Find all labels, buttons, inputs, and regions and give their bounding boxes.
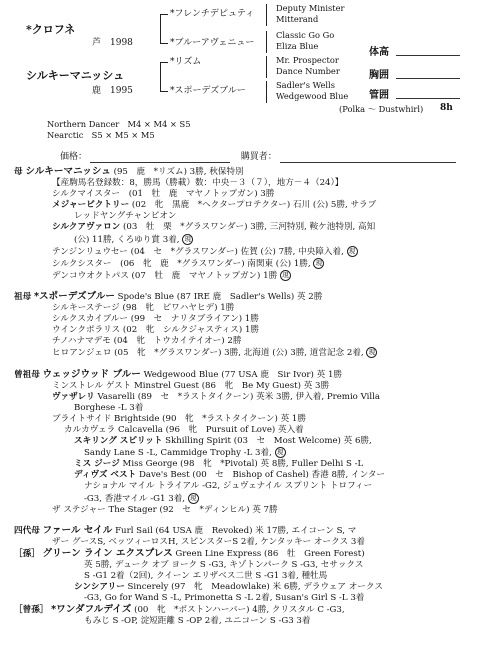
record-text: ヒロアンジェロ (05 牝 *グラスワンダー) 3勝, 北海道 (公) 3勝, 道営記念 2着, bbox=[52, 348, 364, 359]
inbreeding-cross-1: Northern Dancer M4 × M4 × S5 bbox=[47, 119, 191, 129]
record-text: S -G1 2着（2回), クイーン エリザベス二世 S -G1 3着, 種牡馬 bbox=[84, 571, 328, 582]
record-text: テンジンリュウセー (04 セ *グラスワンダー) 佐賀 (公) 7勝, 中央障入着, bbox=[52, 246, 344, 257]
family-line bbox=[40, 392, 495, 403]
family-line bbox=[40, 246, 495, 258]
family-line bbox=[40, 303, 495, 314]
generation-label: 母 bbox=[14, 167, 23, 177]
record-text: ザ ステジャー The Stager (92 セ *ディンヒル) 英 7勝 bbox=[52, 504, 278, 515]
granddam-paternal: *ブルーアヴェニュー bbox=[170, 38, 255, 48]
sire-name: *クロフネ bbox=[26, 23, 76, 36]
horse-name: シンシアリー bbox=[74, 582, 125, 593]
bracket-line bbox=[160, 14, 161, 44]
family-section bbox=[14, 524, 495, 628]
record-text: Sandy Lane S -L, Cammidge Trophy -L 3着, bbox=[84, 448, 272, 459]
bracket-line bbox=[160, 43, 168, 44]
record-text: Sincerely (97 牝 Meadowlake) 米 6勝, デラウェア オークス bbox=[127, 582, 383, 593]
family-line bbox=[40, 593, 495, 604]
family-line bbox=[40, 314, 495, 325]
ancestor: Dance Number bbox=[276, 66, 340, 76]
family-note: (Polka ～ Dustwhirl) bbox=[339, 104, 424, 114]
record-text: チノハナマデモ (04 牝 トウカイテイオー) 2勝 bbox=[52, 336, 242, 347]
record-text: (03 牡 栗 *グラスワンダー) 3勝, 三河特別, 鞍ケ池特別, 高知 bbox=[123, 222, 376, 233]
girth-field[interactable] bbox=[396, 78, 460, 79]
record-text: もみじ S -OP, 淀短距離 S -OP 2着, ユニコーン S -G3 3着 bbox=[84, 616, 311, 627]
grandsire-maternal: *リズム bbox=[170, 57, 202, 67]
family-line bbox=[40, 347, 495, 359]
record-text: Skhilling Spirit (03 セ Most Welcome) 英 6勝, bbox=[165, 436, 372, 447]
bracket-line bbox=[266, 81, 267, 103]
family-line bbox=[14, 290, 495, 303]
generation-label: 祖母 bbox=[14, 291, 32, 302]
family-line bbox=[40, 403, 495, 414]
horse-name: ウェッジウッド ブルー bbox=[42, 368, 141, 380]
family-line bbox=[40, 481, 495, 492]
generation-label: 曾祖母 bbox=[14, 369, 40, 380]
family-line bbox=[40, 211, 495, 222]
bracket-line bbox=[266, 31, 267, 53]
bracket-line bbox=[160, 62, 168, 63]
family-line bbox=[40, 336, 495, 347]
record-text: ブライトサイド Brightside (90 牝 *ラストタイクーン) 英 1勝 bbox=[52, 413, 306, 424]
family-section bbox=[14, 368, 495, 516]
family-line bbox=[40, 178, 495, 189]
active-mark: 現 bbox=[182, 234, 193, 245]
family-section bbox=[14, 166, 495, 282]
ancestor: Deputy Minister bbox=[276, 3, 345, 13]
active-mark: 現 bbox=[188, 493, 199, 504]
family-line bbox=[40, 493, 495, 505]
record-text: Borghese -L 3着 bbox=[74, 402, 144, 413]
family-line bbox=[40, 447, 495, 459]
family-line bbox=[40, 270, 495, 282]
ancestor: Wedgewood Blue bbox=[276, 91, 349, 101]
family-line bbox=[40, 616, 495, 627]
active-mark: 現 bbox=[275, 447, 286, 458]
record-text: Furl Sail (64 USA 鹿 Revoked) 米 17勝, エイコーン S, マ bbox=[115, 525, 357, 536]
family-line bbox=[40, 436, 495, 447]
ancestor: Mr. Prospector bbox=[276, 55, 339, 65]
buyer-label: 購買者： bbox=[240, 152, 277, 162]
record-text: カルカヴェラ Calcavella (96 牝 Pursuit of Love) 英入着 bbox=[64, 424, 304, 435]
record-text: (公) 11勝, くろゆり賞 3着, bbox=[74, 234, 180, 245]
ancestor: Classic Go Go bbox=[276, 30, 335, 40]
family-line bbox=[14, 604, 495, 616]
record-text: シルクシスター (06 牝 鹿 *グラスワンダー) 南関東 (公) 1勝, bbox=[52, 258, 311, 269]
active-mark: 現 bbox=[280, 270, 291, 281]
ancestor: Eliza Blue bbox=[276, 41, 319, 51]
bracket-line bbox=[266, 4, 267, 26]
family-line bbox=[40, 234, 495, 246]
family-line bbox=[40, 459, 495, 470]
cannon-field[interactable] bbox=[396, 98, 460, 99]
buyer-field[interactable] bbox=[280, 152, 456, 163]
family-line bbox=[14, 547, 495, 560]
generation-label: ［孫］ bbox=[14, 548, 40, 559]
horse-name: *スポーデズブルー bbox=[33, 290, 115, 302]
record-text: 【産駒馬名登録数：8，勝馬（勝載）数：中央－３（７），地方－４（24）】 bbox=[52, 178, 344, 189]
family-line bbox=[40, 537, 495, 548]
horse-name: ミス ジージ bbox=[74, 459, 120, 470]
family-number: 8h bbox=[440, 103, 453, 113]
family-line bbox=[40, 381, 495, 392]
sire-info: 芦 1998 bbox=[92, 38, 133, 48]
record-text: 英 5勝, デューク オブ ヨーク S -G3, キゾトンパーク S -G3, セサックス bbox=[84, 560, 364, 570]
price-label: 価格： bbox=[60, 152, 88, 162]
family-line bbox=[40, 470, 495, 481]
dam-name: シルキーマニッシュ bbox=[26, 69, 125, 82]
ancestor: Mitterand bbox=[276, 14, 319, 24]
family-line bbox=[40, 325, 495, 336]
record-text: -G3, 香港マイル -G1 3着, bbox=[84, 493, 185, 504]
generation-label: 四代母 bbox=[14, 525, 40, 536]
horse-name: ディヴズ ベスト bbox=[74, 470, 137, 481]
active-mark: 現 bbox=[313, 258, 324, 269]
record-text: Dave's Best (00 セ Bishop of Cashel) 香港 8勝, インター bbox=[138, 470, 386, 481]
active-mark: 現 bbox=[366, 347, 377, 358]
horse-name: *ワンダフルデイズ bbox=[51, 604, 132, 616]
horse-name: シルクアヴァロン bbox=[52, 222, 121, 233]
record-text: Green Line Express (86 牡 Green Forest) bbox=[175, 548, 365, 559]
pedigree-block bbox=[0, 0, 500, 112]
inbreeding-cross-2: Nearctic S5 × M5 × M5 bbox=[47, 130, 155, 140]
ancestor: Sadler's Wells bbox=[276, 80, 335, 90]
family-line bbox=[40, 258, 495, 270]
family-line bbox=[14, 166, 495, 178]
record-text: シルクスカイブルー (99 セ ナリタブライアン) 1勝 bbox=[52, 314, 259, 325]
record-text: ミンストレル ゲスト Minstrel Guest (86 牝 Be My Guest) 英 3勝 bbox=[52, 380, 330, 391]
record-text: ザー グースS, ベッツィーロスH, スピンスターS 2着, ケンタッキー オークス 3着 bbox=[52, 536, 365, 547]
record-text: デンコウオクトパス (07 牡 鹿 マヤノトップガン) 1勝 bbox=[52, 270, 278, 281]
record-text: Spode's Blue (87 IRE 鹿 Sadler's Wells) 英 2勝 bbox=[117, 291, 323, 302]
family-line bbox=[40, 189, 495, 200]
record-text: シルクマイスター (01 牡 鹿 マヤノトップガン) 3勝 bbox=[52, 189, 275, 200]
horse-name: スキリング スピリット bbox=[74, 436, 163, 447]
height-label: 体高 bbox=[369, 47, 389, 58]
family-line bbox=[14, 368, 495, 381]
record-text: レッドヤングチャンピオン bbox=[74, 211, 177, 222]
family-line bbox=[40, 200, 495, 211]
family-line bbox=[40, 425, 495, 436]
family-line bbox=[40, 582, 495, 593]
horse-name: ヴァザレリ bbox=[52, 391, 95, 402]
record-text: ウインクポラリス (02 牝 シルクジャスティス) 1勝 bbox=[52, 325, 260, 336]
generation-label: ［曾孫］ bbox=[14, 605, 49, 616]
price-row bbox=[60, 149, 456, 163]
granddam-maternal: *スポーデズブルー bbox=[170, 86, 246, 96]
grandsire: *フレンチデピュティ bbox=[170, 9, 255, 19]
bracket-line bbox=[160, 14, 168, 15]
record-text: Miss George (98 牝 *Pivotal) 英 8勝, Fuller Delhi S -L bbox=[122, 459, 364, 470]
family-section bbox=[14, 290, 495, 360]
horse-name: メジャービクトリー bbox=[52, 200, 130, 211]
cannon-label: 管囲 bbox=[369, 90, 389, 101]
girth-label: 胸囲 bbox=[369, 70, 389, 81]
record-text: Wedgewood Blue (77 USA 鹿 Sir Ivor) 英 1勝 bbox=[143, 369, 343, 380]
family-line bbox=[40, 571, 495, 582]
family-line bbox=[40, 505, 495, 516]
family-sections bbox=[14, 166, 495, 637]
bracket-line bbox=[160, 62, 161, 92]
record-text: (02 牝 黒鹿 *ヘクタープロテクター) 石川 (公) 5勝, サラブ bbox=[131, 200, 377, 211]
bracket-line bbox=[160, 91, 168, 92]
record-text: -G3, Go for Wand S -L, Primonetta S -L 2着, Susan's Girl S -L 3着 bbox=[84, 593, 365, 604]
family-line bbox=[14, 524, 495, 537]
record-text: Vasarelli (89 セ *ラストタイクーン) 英米 3勝, 伊入着, Premio Villa bbox=[97, 391, 381, 402]
record-text: (95 鹿 *リズム) 3勝, 秋保特別 bbox=[113, 167, 244, 177]
family-line bbox=[40, 560, 495, 571]
record-text: シルキーステージ (98 牝 ピワハヤヒデ) 1勝 bbox=[52, 303, 235, 314]
price-field[interactable] bbox=[90, 152, 230, 163]
dam-info: 鹿 1995 bbox=[92, 86, 133, 96]
height-field[interactable] bbox=[396, 55, 460, 56]
horse-name: シルキーマニッシュ bbox=[25, 166, 111, 177]
record-text: (00 牝 *ボストンハーバー) 4勝, クリスタル C -G3, bbox=[134, 605, 345, 616]
family-line bbox=[40, 222, 495, 233]
record-text: ナショナル マイル トライアル -G2, ジュヴェナイル スプリント トロフィー bbox=[84, 481, 373, 492]
bracket-line bbox=[266, 56, 267, 78]
family-line bbox=[40, 414, 495, 425]
horse-name: グリーン ライン エクスプレス bbox=[42, 547, 173, 559]
horse-name: ファール セイル bbox=[42, 524, 113, 536]
active-mark: 現 bbox=[347, 246, 358, 257]
